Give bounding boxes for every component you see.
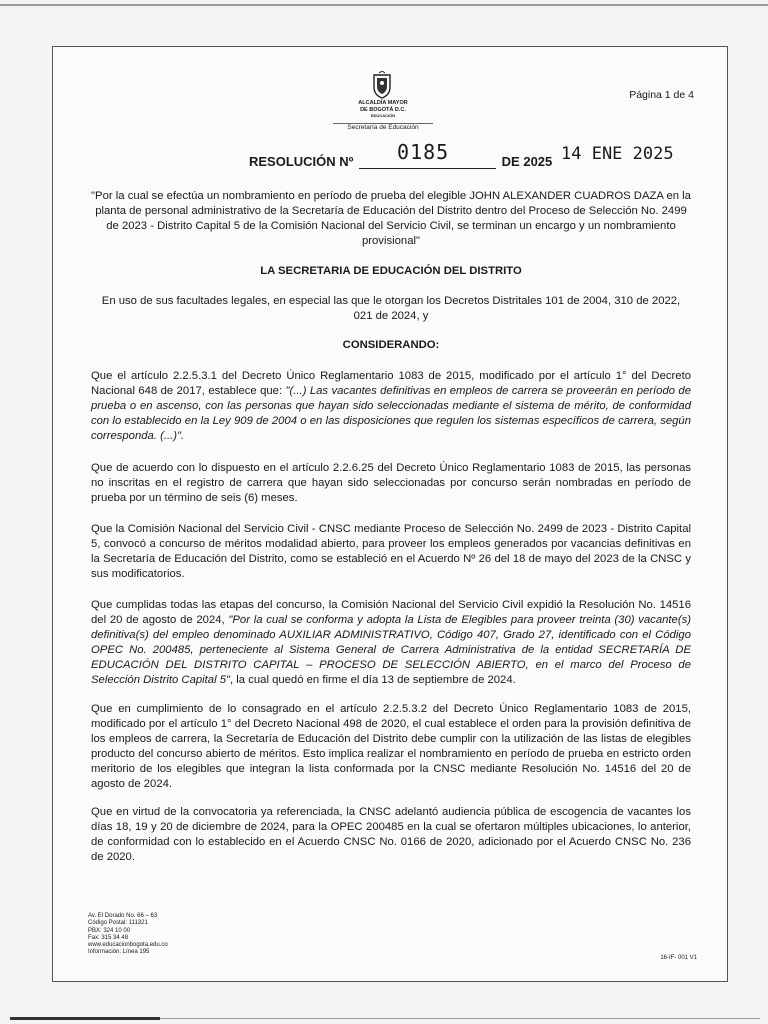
paragraph-4-text: Que cumplidas todas las etapas del concurso, la Comisión Nacional del Servicio Civil expidió la Resolución No. 14516 del 20 de agosto de 2024, [91, 599, 691, 626]
document-page [52, 46, 728, 982]
bottom-edge-mark [10, 1017, 160, 1020]
resolution-number-line [359, 140, 496, 169]
paragraph-2: Que de acuerdo con lo dispuesto en el artículo 2.2.6.25 del Decreto Único Reglamentario 1083 de 2015, las personas no inscritas en el registro de carrera que hayan sido seleccionadas por concurso serán nombradas en período de prueba por un término de seis (6) meses. [91, 462, 691, 504]
bogota-coat-of-arms-icon [371, 71, 393, 99]
paragraph-1 [91, 369, 691, 444]
footer-contact [88, 913, 168, 957]
resolution-heading [249, 140, 553, 169]
paragraph-1-quote: "(...) Las vacantes definitivas en empleos de carrera se proveerán en período de prueba o en ascenso, con las personas que hayan sido seleccionadas mediante el sistema de mérito, de conformidad con lo establecido en la Ley 909 de 2004 o en las disposiciones que regulen los sistemas específicos de carrera, según corresponda. (...)". [91, 385, 691, 442]
form-code: 16-IF- 001 V1 [660, 955, 697, 961]
page-number: Página 1 de 4 [629, 89, 694, 101]
issuing-authority: LA SECRETARIA DE EDUCACIÓN DEL DISTRITO [260, 265, 522, 277]
crest-line-2: DE BOGOTÁ D.C. [360, 106, 406, 113]
paragraph-3: Que la Comisión Nacional del Servicio Civil - CNSC mediante Proceso de Selección No. 2499 de 2023 - Distrito Capital 5, convocó a concurso de méritos modalidad abierto, para proveer los empleos generados por vacancias definitivas en la Secretaría de Educación del Distrito, como se estableció en el Acuerdo Nº 26 del 18 de mayo del 2023 de la CNSC y sus modificatorios. [91, 523, 691, 580]
paragraph-4-quote: "Por la cual se conforma y adopta la Lista de Elegibles para proveer treinta (30) vacante(s) definitiva(s) del empleo denominado AUXILIAR ADMINISTRATIVO, Código 407, Grado 27, identificado con el Código OPEC No. 200485, perteneciente al Sistema General de Carrera Administrativa de la entidad SECRETARÍA DE EDUCACIÓN DEL DISTRITO CAPITAL – PROCESO DE SELECCIÓN ABIERTO, en el marco del Proceso de Selección Distrito Capital 5" [91, 614, 691, 686]
resolution-subject: "Por la cual se efectúa un nombramiento en período de prueba del elegible JOHN ALEXANDER CUADROS DAZA en la planta de personal administrativo de la Secretaría de Educación del Distrito dentro del Proceso de Selección No. 2499 de 2023 - Distrito Capital 5 de la Comisión Nacional del Servicio Civil, se terminan un encargo y un nombramiento provisional" [91, 190, 691, 247]
footer-pbx: PBX: 324 10 00 [88, 927, 131, 934]
paragraph-6: Que en virtud de la convocatoria ya referenciada, la CNSC adelantó audiencia pública de escogencia de vacantes los días 18, 19 y 20 de diciembre de 2024, para la OPEC 200485 en la cual se ofertaron múltiples ubicaciones, lo anterior, de conformidad con lo establecido en el Acuerdo CNSC No. 0166 de 2020, adicionado por el Acuerdo CNSC No. 236 de 2020. [91, 806, 691, 863]
paragraph-4 [91, 598, 691, 688]
footer-info-line: Información: Línea 195 [88, 949, 150, 956]
paragraph-4-tail: , la cual quedó en firme el día 13 de septiembre de 2024. [230, 674, 516, 686]
top-edge-line [0, 4, 768, 6]
footer-address: Av. El Dorado No. 66 – 63 [88, 913, 158, 919]
footer-fax: Fax: 315 34 48 [88, 934, 129, 941]
resolution-number: 0185 [397, 140, 450, 164]
crest-line-3: EDUCACIÓN [370, 113, 396, 118]
paragraph-5: Que en cumplimiento de lo consagrado en el artículo 2.2.5.3.2 del Decreto Único Reglamentario 1083 de 2015, modificado por el artículo 1° del Decreto Nacional 498 de 2020, el cual establece el orden para la provisión definitiva de los empleos de carrera, la Secretaría de Educación del Distrito debe cumplir con la utilización de las listas de elegibles producto del concurso abierto de méritos. Esto implica realizar el nombramiento en período de prueba en estricto orden meritorio de los elegibles que integran la lista conformada por la CNSC mediante Resolución No. 14516 del 20 de agosto de 2024. [91, 703, 691, 790]
bottom-edge-line [160, 1018, 760, 1019]
resolution-year: DE 2025 [501, 154, 553, 169]
crest-line-4: Secretaría de Educación [333, 123, 433, 132]
resolution-prefix: RESOLUCIÓN Nº [249, 154, 354, 169]
crest-line-1: ALCALDÍA MAYOR [358, 100, 408, 106]
paragraph-1-text: Que el artículo 2.2.5.3.1 del Decreto Único Reglamentario 1083 de 2015, modificado por el artículo 1° del Decreto Nacional 648 de 2017, establece que: [91, 370, 691, 397]
institution-mark [333, 100, 433, 131]
footer-postal: Código Postal: 111321 [88, 920, 148, 927]
legal-powers: En uso de sus facultades legales, en especial las que le otorgan los Decretos Distritales 101 de 2004, 310 de 2022, 021 de 2024, y [101, 295, 681, 322]
date-stamp: 14 ENE 2025 [561, 144, 674, 164]
footer-website: www.educacionbogota.edu.co [88, 942, 168, 949]
considering-heading: CONSIDERANDO: [342, 339, 440, 351]
